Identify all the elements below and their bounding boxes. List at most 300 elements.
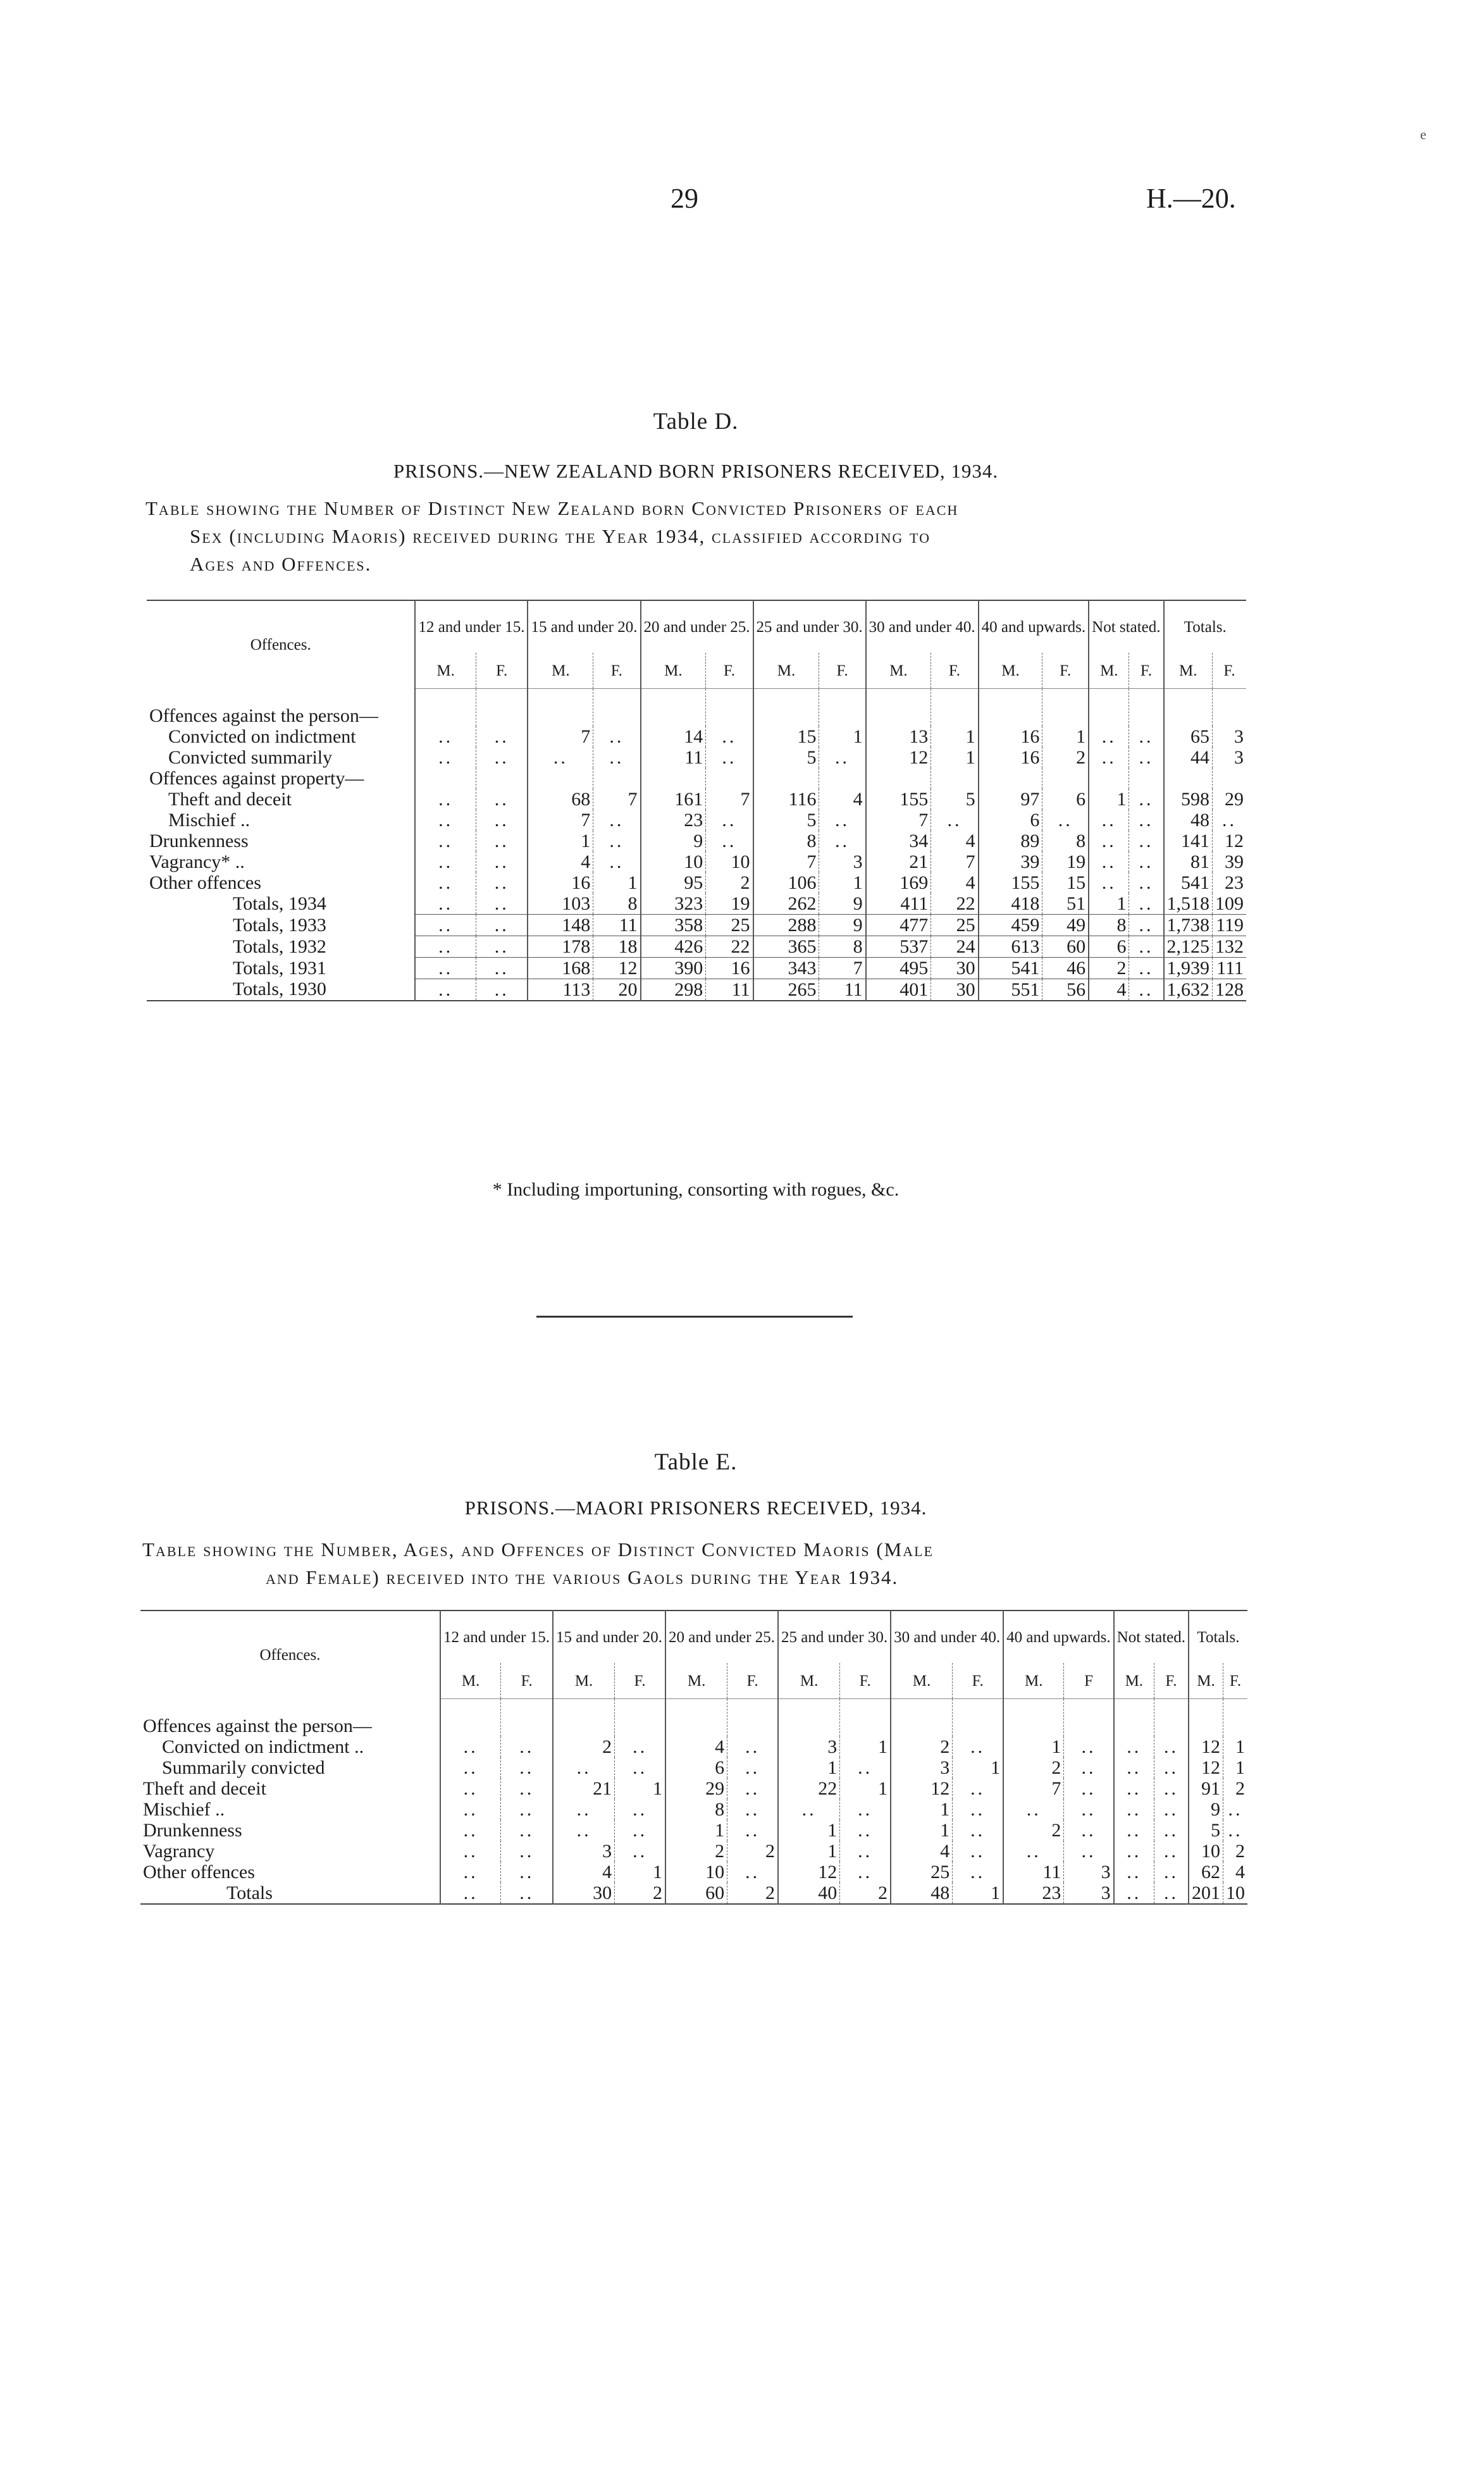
- value-cell: ..: [953, 1736, 1003, 1757]
- corner-mark: e: [1420, 127, 1426, 142]
- group-header: 15 and under 20.: [528, 600, 640, 653]
- value-cell: [891, 1699, 953, 1736]
- offence-label: Theft and deceit: [143, 1777, 266, 1799]
- table-row: [147, 789, 1246, 810]
- table-d-description-line-2: Sex (including Maoris) received during the Year 1934, classified according to: [190, 525, 931, 547]
- value-cell: [415, 768, 476, 789]
- m-header: M.: [665, 1663, 727, 1699]
- value-cell: 22: [778, 1778, 840, 1799]
- value-cell: 8: [819, 936, 866, 957]
- value-cell: [979, 689, 1042, 726]
- value-cell: 2: [1223, 1778, 1248, 1799]
- value-cell: ..: [1213, 810, 1247, 831]
- value-cell: 12: [593, 957, 641, 979]
- value-cell: ..: [1114, 1757, 1154, 1778]
- value-cell: ..: [727, 1736, 778, 1757]
- value-cell: ..: [819, 747, 866, 768]
- value-cell: ..: [840, 1841, 891, 1862]
- value-cell: 10: [1189, 1841, 1223, 1862]
- value-cell: 168: [528, 957, 593, 979]
- value-cell: ..: [727, 1820, 778, 1841]
- value-cell: 132: [1213, 936, 1247, 957]
- value-cell: 15: [1042, 872, 1089, 893]
- value-cell: 39: [1213, 851, 1247, 872]
- value-cell: 5: [1189, 1820, 1223, 1841]
- value-cell: ..: [440, 1778, 501, 1799]
- value-cell: 16: [979, 726, 1042, 747]
- m-header: M.: [866, 653, 931, 689]
- value-cell: 4: [931, 831, 979, 851]
- group-header: 12 and under 15.: [440, 1610, 553, 1663]
- value-cell: [1189, 1699, 1223, 1736]
- value-cell: ..: [476, 914, 528, 936]
- value-cell: ..: [1129, 957, 1164, 979]
- value-cell: ..: [528, 747, 593, 768]
- value-cell: ..: [1042, 810, 1089, 831]
- value-cell: 62: [1189, 1862, 1223, 1882]
- group-header: Not stated.: [1114, 1610, 1189, 1663]
- table-e: [140, 1610, 1247, 1905]
- value-cell: [553, 1699, 615, 1736]
- value-cell: ..: [501, 1841, 553, 1862]
- f-header: F.: [1042, 653, 1089, 689]
- value-cell: 14: [641, 726, 706, 747]
- value-cell: 56: [1042, 979, 1089, 1001]
- value-cell: ..: [593, 831, 641, 851]
- totals-row: [147, 914, 1246, 936]
- value-cell: 16: [706, 957, 753, 979]
- value-cell: ..: [501, 1736, 553, 1757]
- value-cell: ..: [476, 747, 528, 768]
- f-header: F.: [953, 1663, 1003, 1699]
- value-cell: 4: [528, 851, 593, 872]
- value-cell: 7: [528, 726, 593, 747]
- value-cell: 116: [753, 789, 819, 810]
- value-cell: 3: [1213, 726, 1247, 747]
- offence-label: Other offences: [143, 1861, 255, 1882]
- f-header: F.: [1213, 653, 1247, 689]
- value-cell: 8: [1089, 914, 1129, 936]
- value-cell: 65: [1164, 726, 1213, 747]
- offence-label: Summarily convicted: [162, 1757, 325, 1778]
- value-cell: 29: [665, 1778, 727, 1799]
- value-cell: 2: [727, 1882, 778, 1904]
- value-cell: ..: [501, 1862, 553, 1882]
- offences-header: Offences.: [259, 1646, 321, 1664]
- value-cell: 25: [706, 914, 753, 936]
- value-cell: 6: [1089, 936, 1129, 957]
- value-cell: ..: [476, 789, 528, 810]
- m-header: M.: [1003, 1663, 1064, 1699]
- value-cell: 1: [778, 1757, 840, 1778]
- value-cell: 2: [1042, 747, 1089, 768]
- value-cell: [501, 1699, 553, 1736]
- value-cell: 16: [528, 872, 593, 893]
- value-cell: 21: [866, 851, 931, 872]
- value-cell: 2: [1003, 1820, 1064, 1841]
- value-cell: ..: [501, 1778, 553, 1799]
- value-cell: 9: [819, 893, 866, 915]
- value-cell: 343: [753, 957, 819, 979]
- value-cell: 39: [979, 851, 1042, 872]
- group-header: 25 and under 30.: [778, 1610, 891, 1663]
- value-cell: 106: [753, 872, 819, 893]
- value-cell: [641, 689, 706, 726]
- value-cell: 6: [1042, 789, 1089, 810]
- group-header: 12 and under 15.: [415, 600, 528, 653]
- value-cell: 12: [1189, 1757, 1223, 1778]
- totals-row: [147, 957, 1246, 979]
- value-cell: 119: [1213, 914, 1247, 936]
- value-cell: [1129, 689, 1164, 726]
- value-cell: 1: [953, 1882, 1003, 1904]
- value-cell: 418: [979, 893, 1042, 915]
- value-cell: 97: [979, 789, 1042, 810]
- table-d-heading: PRISONS.—NEW ZEALAND BORN PRISONERS RECEIVED, 1934.: [393, 460, 999, 482]
- table-d-body: [147, 689, 1246, 1001]
- value-cell: ..: [593, 726, 641, 747]
- value-cell: ..: [553, 1799, 615, 1820]
- value-cell: ..: [953, 1862, 1003, 1882]
- f-header: F.: [819, 653, 866, 689]
- table-row: [140, 1820, 1247, 1841]
- value-cell: ..: [415, 789, 476, 810]
- offence-label: Mischief ..: [168, 809, 250, 831]
- value-cell: 6: [665, 1757, 727, 1778]
- offence-label: Convicted summarily: [168, 746, 333, 768]
- value-cell: ..: [840, 1799, 891, 1820]
- table-row: [140, 1736, 1247, 1757]
- offence-label: Drunkenness: [143, 1819, 242, 1841]
- table-row: [147, 872, 1246, 893]
- value-cell: 7: [931, 851, 979, 872]
- value-cell: [1213, 689, 1247, 726]
- table-e-description-line-1: Table showing the Number, Ages, and Offences of Distinct Convicted Maoris (Male: [142, 1538, 934, 1561]
- value-cell: [1164, 768, 1213, 789]
- offence-label: Other offences: [149, 872, 261, 893]
- value-cell: 2: [1003, 1757, 1064, 1778]
- value-cell: 23: [641, 810, 706, 831]
- value-cell: 3: [891, 1757, 953, 1778]
- value-cell: 48: [891, 1882, 953, 1904]
- value-cell: 288: [753, 914, 819, 936]
- value-cell: [931, 768, 979, 789]
- value-cell: 2: [1089, 957, 1129, 979]
- value-cell: 60: [665, 1882, 727, 1904]
- value-cell: ..: [593, 810, 641, 831]
- value-cell: ..: [706, 810, 753, 831]
- value-cell: 3: [553, 1841, 615, 1862]
- value-cell: 358: [641, 914, 706, 936]
- table-d: [147, 600, 1246, 1001]
- value-cell: ..: [415, 893, 476, 915]
- value-cell: [1003, 1699, 1064, 1736]
- value-cell: 1: [615, 1862, 665, 1882]
- value-cell: 323: [641, 893, 706, 915]
- value-cell: 91: [1189, 1778, 1223, 1799]
- value-cell: ..: [476, 893, 528, 915]
- value-cell: [840, 1699, 891, 1736]
- value-cell: 541: [1164, 872, 1213, 893]
- table-row: [147, 747, 1246, 768]
- value-cell: [1042, 768, 1089, 789]
- value-cell: 11: [641, 747, 706, 768]
- value-cell: ..: [953, 1841, 1003, 1862]
- value-cell: ..: [1114, 1799, 1154, 1820]
- f-header: F.: [931, 653, 979, 689]
- totals-row: [140, 1882, 1247, 1904]
- value-cell: 265: [753, 979, 819, 1001]
- value-cell: [953, 1699, 1003, 1736]
- value-cell: ..: [440, 1882, 501, 1904]
- value-cell: 148: [528, 914, 593, 936]
- table-row: [147, 726, 1246, 747]
- table-d-caption: Table D.: [653, 409, 739, 435]
- value-cell: 2: [615, 1882, 665, 1904]
- table-row: [140, 1841, 1247, 1862]
- offences-header: Offences.: [250, 636, 311, 653]
- value-cell: ..: [1114, 1778, 1154, 1799]
- value-cell: 2: [840, 1882, 891, 1904]
- value-cell: [979, 768, 1042, 789]
- value-cell: 22: [931, 893, 979, 915]
- f-header: F.: [840, 1663, 891, 1699]
- value-cell: 15: [753, 726, 819, 747]
- value-cell: ..: [1129, 747, 1164, 768]
- value-cell: 2: [706, 872, 753, 893]
- value-cell: ..: [727, 1799, 778, 1820]
- value-cell: ..: [1089, 747, 1129, 768]
- value-cell: 8: [593, 893, 641, 915]
- value-cell: 1: [953, 1757, 1003, 1778]
- f-header: F: [1064, 1663, 1114, 1699]
- value-cell: ..: [727, 1778, 778, 1799]
- table-row: [140, 1778, 1247, 1799]
- value-cell: 24: [931, 936, 979, 957]
- m-header: M.: [979, 653, 1042, 689]
- value-cell: ..: [615, 1736, 665, 1757]
- value-cell: [665, 1699, 727, 1736]
- value-cell: 16: [979, 747, 1042, 768]
- value-cell: 2: [665, 1841, 727, 1862]
- offence-label: Mischief ..: [143, 1798, 225, 1820]
- value-cell: 3: [778, 1736, 840, 1757]
- m-header: M.: [1089, 653, 1129, 689]
- m-header: M.: [528, 653, 593, 689]
- document-reference: H.—20.: [1146, 183, 1236, 214]
- value-cell: ..: [1064, 1778, 1114, 1799]
- value-cell: 89: [979, 831, 1042, 851]
- value-cell: 155: [979, 872, 1042, 893]
- value-cell: 11: [706, 979, 753, 1001]
- totals-label: Totals, 1932: [233, 936, 326, 957]
- m-header: M.: [553, 1663, 615, 1699]
- value-cell: [1213, 768, 1247, 789]
- value-cell: ..: [1003, 1799, 1064, 1820]
- f-header: F.: [727, 1663, 778, 1699]
- value-cell: 4: [891, 1841, 953, 1862]
- value-cell: ..: [840, 1862, 891, 1882]
- value-cell: ..: [1114, 1841, 1154, 1862]
- value-cell: [1064, 1699, 1114, 1736]
- value-cell: 4: [553, 1862, 615, 1882]
- value-cell: 5: [931, 789, 979, 810]
- value-cell: ..: [1064, 1736, 1114, 1757]
- value-cell: 30: [553, 1882, 615, 1904]
- m-header: M.: [415, 653, 476, 689]
- value-cell: ..: [953, 1799, 1003, 1820]
- value-cell: [1164, 689, 1213, 726]
- value-cell: 4: [1089, 979, 1129, 1001]
- value-cell: 2,125: [1164, 936, 1213, 957]
- value-cell: ..: [615, 1841, 665, 1862]
- value-cell: [1129, 768, 1164, 789]
- value-cell: ..: [593, 747, 641, 768]
- value-cell: ..: [1114, 1820, 1154, 1841]
- value-cell: ..: [415, 957, 476, 979]
- value-cell: [1089, 768, 1129, 789]
- value-cell: 10: [641, 851, 706, 872]
- value-cell: ..: [1129, 914, 1164, 936]
- value-cell: 1,738: [1164, 914, 1213, 936]
- value-cell: ..: [440, 1757, 501, 1778]
- value-cell: ..: [615, 1820, 665, 1841]
- value-cell: ..: [1154, 1820, 1189, 1841]
- value-cell: 11: [593, 914, 641, 936]
- value-cell: 1: [1089, 789, 1129, 810]
- table-e-body: [140, 1699, 1247, 1904]
- value-cell: 22: [706, 936, 753, 957]
- value-cell: 1: [778, 1841, 840, 1862]
- value-cell: 68: [528, 789, 593, 810]
- value-cell: ..: [476, 810, 528, 831]
- totals-row: [147, 979, 1246, 1001]
- value-cell: ..: [778, 1799, 840, 1820]
- value-cell: ..: [415, 726, 476, 747]
- table-row: [147, 689, 1246, 726]
- value-cell: 11: [1003, 1862, 1064, 1882]
- value-cell: ..: [727, 1862, 778, 1882]
- value-cell: [706, 768, 753, 789]
- value-cell: [615, 1699, 665, 1736]
- value-cell: 1: [840, 1736, 891, 1757]
- value-cell: 9: [1189, 1799, 1223, 1820]
- table-e-description-line-2: and Female) received into the various Gaols during the Year 1934.: [266, 1566, 899, 1588]
- value-cell: 537: [866, 936, 931, 957]
- value-cell: 401: [866, 979, 931, 1001]
- value-cell: ..: [1089, 810, 1129, 831]
- value-cell: 1: [665, 1820, 727, 1841]
- value-cell: [593, 689, 641, 726]
- value-cell: 262: [753, 893, 819, 915]
- value-cell: ..: [415, 831, 476, 851]
- value-cell: ..: [1114, 1736, 1154, 1757]
- value-cell: ..: [440, 1799, 501, 1820]
- value-cell: 20: [593, 979, 641, 1001]
- value-cell: 3: [1213, 747, 1247, 768]
- value-cell: ..: [1129, 893, 1164, 915]
- value-cell: [753, 768, 819, 789]
- table-row: [140, 1757, 1247, 1778]
- value-cell: ..: [1154, 1841, 1189, 1862]
- value-cell: ..: [501, 1820, 553, 1841]
- value-cell: ..: [1223, 1799, 1248, 1820]
- table-row: [140, 1799, 1247, 1820]
- m-header: M.: [440, 1663, 501, 1699]
- value-cell: 8: [665, 1799, 727, 1820]
- value-cell: ..: [476, 957, 528, 979]
- value-cell: 25: [931, 914, 979, 936]
- value-cell: 95: [641, 872, 706, 893]
- value-cell: 30: [931, 979, 979, 1001]
- value-cell: 613: [979, 936, 1042, 957]
- value-cell: 411: [866, 893, 931, 915]
- value-cell: ..: [819, 810, 866, 831]
- value-cell: ..: [706, 747, 753, 768]
- value-cell: ..: [953, 1820, 1003, 1841]
- value-cell: ..: [840, 1820, 891, 1841]
- group-header: Totals.: [1189, 1610, 1247, 1663]
- value-cell: 40: [778, 1882, 840, 1904]
- value-cell: 5: [753, 747, 819, 768]
- group-header: 20 and under 25.: [641, 600, 753, 653]
- value-cell: 23: [1003, 1882, 1064, 1904]
- value-cell: 25: [891, 1862, 953, 1882]
- value-cell: [727, 1699, 778, 1736]
- offence-label: Convicted on indictment: [168, 726, 356, 747]
- value-cell: ..: [1154, 1778, 1189, 1799]
- value-cell: 128: [1213, 979, 1247, 1001]
- value-cell: ..: [553, 1820, 615, 1841]
- value-cell: ..: [727, 1757, 778, 1778]
- group-header: 20 and under 25.: [665, 1610, 778, 1663]
- value-cell: 2: [553, 1736, 615, 1757]
- group-header: 15 and under 20.: [553, 1610, 665, 1663]
- value-cell: ..: [1089, 872, 1129, 893]
- m-header: M.: [753, 653, 819, 689]
- value-cell: 12: [1213, 831, 1247, 851]
- table-row: [140, 1699, 1247, 1736]
- value-cell: 103: [528, 893, 593, 915]
- value-cell: 1: [840, 1778, 891, 1799]
- value-cell: 8: [753, 831, 819, 851]
- f-header: F.: [1154, 1663, 1189, 1699]
- table-e-caption: Table E.: [654, 1449, 738, 1475]
- value-cell: 23: [1213, 872, 1247, 893]
- f-header: F.: [1129, 653, 1164, 689]
- value-cell: [593, 768, 641, 789]
- value-cell: [641, 768, 706, 789]
- value-cell: ..: [553, 1757, 615, 1778]
- totals-label: Totals: [226, 1882, 273, 1903]
- value-cell: ..: [1129, 810, 1164, 831]
- value-cell: ..: [415, 979, 476, 1001]
- value-cell: ..: [501, 1882, 553, 1904]
- value-cell: ..: [1129, 936, 1164, 957]
- value-cell: ..: [501, 1799, 553, 1820]
- f-header: F.: [615, 1663, 665, 1699]
- value-cell: 155: [866, 789, 931, 810]
- value-cell: 4: [931, 872, 979, 893]
- value-cell: 477: [866, 914, 931, 936]
- value-cell: [1223, 1699, 1248, 1736]
- totals-row: [147, 936, 1246, 957]
- value-cell: 10: [665, 1862, 727, 1882]
- value-cell: [753, 689, 819, 726]
- value-cell: ..: [476, 872, 528, 893]
- value-cell: ..: [615, 1757, 665, 1778]
- value-cell: 426: [641, 936, 706, 957]
